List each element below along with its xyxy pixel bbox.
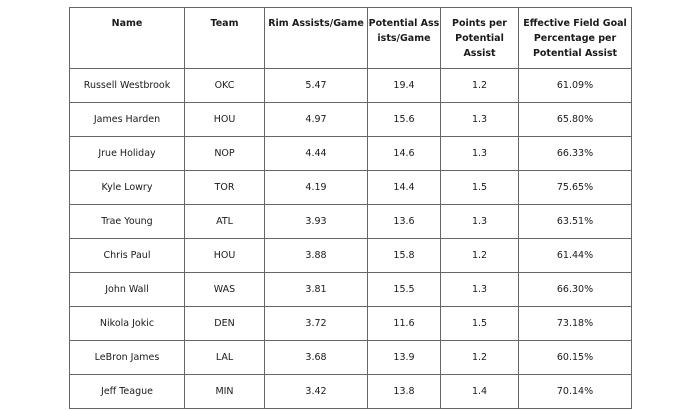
- cell-potential-assists: 13.6: [368, 205, 441, 239]
- cell-points-per-potential-assist: 1.3: [441, 137, 519, 171]
- cell-potential-assists: 11.6: [368, 307, 441, 341]
- cell-efg: 65.80%: [519, 103, 632, 137]
- table-row: [70, 239, 632, 273]
- cell-efg: 61.44%: [519, 239, 632, 273]
- cell-efg: 60.15%: [519, 341, 632, 375]
- cell-points-per-potential-assist: 1.2: [441, 341, 519, 375]
- cell-rim-assists: 4.44: [265, 137, 368, 171]
- cell-potential-assists: 14.4: [368, 171, 441, 205]
- cell-name: Russell Westbrook: [70, 69, 185, 103]
- header-points-per-potential-assist: Points per Potential Assist: [441, 8, 519, 69]
- cell-team: DEN: [185, 307, 265, 341]
- cell-team: MIN: [185, 375, 265, 409]
- cell-potential-assists: 19.4: [368, 69, 441, 103]
- cell-name: Trae Young: [70, 205, 185, 239]
- table-row: [70, 375, 632, 409]
- cell-name: Kyle Lowry: [70, 171, 185, 205]
- cell-rim-assists: 3.68: [265, 341, 368, 375]
- cell-efg: 73.18%: [519, 307, 632, 341]
- cell-team: TOR: [185, 171, 265, 205]
- cell-rim-assists: 3.88: [265, 239, 368, 273]
- cell-potential-assists: 15.8: [368, 239, 441, 273]
- cell-efg: 61.09%: [519, 69, 632, 103]
- cell-team: LAL: [185, 341, 265, 375]
- cell-efg: 75.65%: [519, 171, 632, 205]
- cell-potential-assists: 13.9: [368, 341, 441, 375]
- cell-rim-assists: 3.81: [265, 273, 368, 307]
- table-row: [70, 307, 632, 341]
- cell-potential-assists: 15.5: [368, 273, 441, 307]
- table-row: [70, 137, 632, 171]
- cell-team: HOU: [185, 239, 265, 273]
- table-row: [70, 273, 632, 307]
- cell-potential-assists: 13.8: [368, 375, 441, 409]
- cell-efg: 66.30%: [519, 273, 632, 307]
- cell-points-per-potential-assist: 1.4: [441, 375, 519, 409]
- cell-team: ATL: [185, 205, 265, 239]
- cell-points-per-potential-assist: 1.3: [441, 103, 519, 137]
- cell-name: John Wall: [70, 273, 185, 307]
- table-row: [70, 69, 632, 103]
- cell-name: James Harden: [70, 103, 185, 137]
- stats-table: [69, 7, 632, 409]
- cell-team: HOU: [185, 103, 265, 137]
- cell-rim-assists: 3.72: [265, 307, 368, 341]
- cell-potential-assists: 15.6: [368, 103, 441, 137]
- cell-name: Jrue Holiday: [70, 137, 185, 171]
- cell-points-per-potential-assist: 1.3: [441, 205, 519, 239]
- table-row: [70, 103, 632, 137]
- cell-rim-assists: 3.42: [265, 375, 368, 409]
- cell-points-per-potential-assist: 1.3: [441, 273, 519, 307]
- cell-rim-assists: 4.97: [265, 103, 368, 137]
- header-team: Team: [185, 8, 265, 69]
- header-efg: Effective Field Goal Percentage per Potential Assist: [519, 8, 632, 69]
- cell-points-per-potential-assist: 1.5: [441, 171, 519, 205]
- cell-points-per-potential-assist: 1.5: [441, 307, 519, 341]
- cell-name: Jeff Teague: [70, 375, 185, 409]
- cell-rim-assists: 3.93: [265, 205, 368, 239]
- cell-rim-assists: 4.19: [265, 171, 368, 205]
- table-row: [70, 205, 632, 239]
- header-rim-assists: Rim Assists/Game: [265, 8, 368, 69]
- table-row: [70, 171, 632, 205]
- cell-efg: 63.51%: [519, 205, 632, 239]
- cell-name: LeBron James: [70, 341, 185, 375]
- table-body: [70, 69, 632, 409]
- cell-team: OKC: [185, 69, 265, 103]
- header-potential-assists: Potential Assists/Game: [368, 8, 441, 69]
- cell-rim-assists: 5.47: [265, 69, 368, 103]
- cell-points-per-potential-assist: 1.2: [441, 239, 519, 273]
- header-row: [70, 8, 632, 69]
- cell-name: Nikola Jokic: [70, 307, 185, 341]
- cell-name: Chris Paul: [70, 239, 185, 273]
- table-row: [70, 341, 632, 375]
- cell-efg: 66.33%: [519, 137, 632, 171]
- cell-team: WAS: [185, 273, 265, 307]
- cell-potential-assists: 14.6: [368, 137, 441, 171]
- header-name: Name: [70, 8, 185, 69]
- cell-team: NOP: [185, 137, 265, 171]
- cell-points-per-potential-assist: 1.2: [441, 69, 519, 103]
- cell-efg: 70.14%: [519, 375, 632, 409]
